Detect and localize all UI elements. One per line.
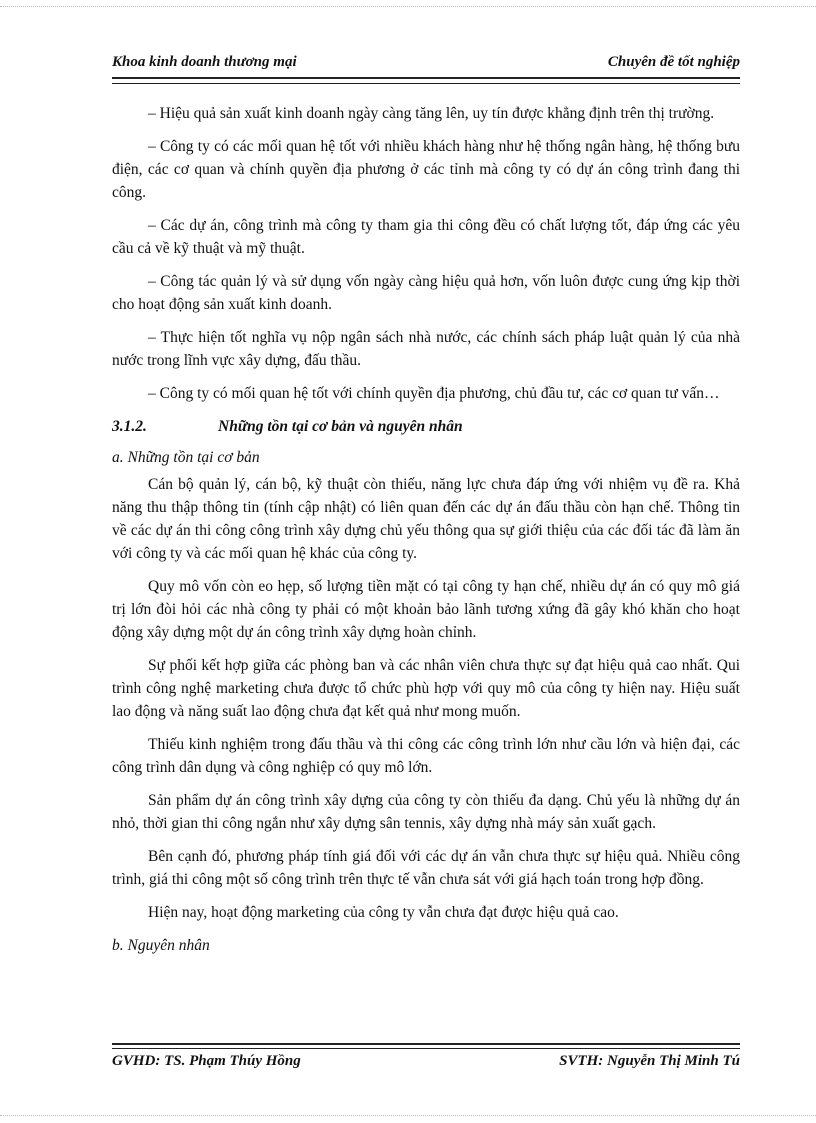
paragraph: – Hiệu quả sản xuất kinh doanh ngày càng tăng lên, uy tín được khẳng định trên thị trường.: [148, 105, 715, 122]
page-border-bottom: [0, 1115, 816, 1116]
paragraph: – Công ty có các mối quan hệ tốt với nhiều khách hàng như hệ thống ngân hàng, hệ thống bưu điện, các cơ quan và chính quyền địa phương ở các tỉnh mà công ty có dự án công trình đang thi công.: [112, 138, 740, 201]
paragraph: – Công ty có mối quan hệ tốt với chính quyền địa phương, chủ đầu tư, các cơ quan tư vấn…: [148, 385, 720, 402]
header-rule: [112, 77, 740, 84]
section-heading: [112, 415, 740, 438]
section-title: Những tồn tại cơ bản và nguyên nhân: [218, 418, 463, 435]
section-number: 3.1.2.: [112, 418, 147, 435]
paragraph: Bên cạnh đó, phương pháp tính giá đối với các dự án vẫn chưa thực sự hiệu quả. Nhiều công trình, giá thi công một số công trình trên thực tế vẫn chưa sát với giá hạch toán trong hợp đồng.: [112, 848, 740, 888]
paragraph: Sự phối kết hợp giữa các phòng ban và các nhân viên chưa thực sự đạt hiệu quả cao nhất. Qui trình công nghệ marketing chưa được tổ chức phù hợp với quy mô của công ty hiện nay. Hiệu suất lao động và năng suất lao động chưa đạt kết quả như mong muốn.: [112, 657, 740, 720]
paragraph: Quy mô vốn còn eo hẹp, số lượng tiền mặt có tại công ty hạn chế, nhiều dự án có quy mô giá trị lớn đòi hỏi các nhà công ty phải có một khoản bảo lãnh tương xứng đã gây khó khăn cho hoạt động xây dựng một dự án công trình xây dựng hoàn chỉnh.: [112, 578, 740, 641]
page-body: [112, 102, 740, 961]
paragraph: Hiện nay, hoạt động marketing của công ty vẫn chưa đạt được hiệu quả cao.: [148, 904, 619, 921]
paragraph: – Các dự án, công trình mà công ty tham gia thi công đều có chất lượng tốt, đáp ứng các yêu cầu cả về kỹ thuật và mỹ thuật.: [112, 217, 740, 257]
header-faculty: Khoa kinh doanh thương mại: [112, 54, 297, 70]
page-header: [112, 52, 740, 74]
footer-student: SVTH: Nguyễn Thị Minh Tú: [559, 1053, 740, 1069]
page-footer: [112, 1053, 740, 1075]
paragraph: – Thực hiện tốt nghĩa vụ nộp ngân sách nhà nước, các chính sách pháp luật quản lý của nhà nước trong lĩnh vực xây dựng, đấu thầu.: [112, 329, 740, 369]
subsection-heading-a: a. Những tồn tại cơ bản: [112, 449, 260, 466]
paragraph: Thiếu kinh nghiệm trong đấu thầu và thi công các công trình lớn như cầu lớn và hiện đại, các công trình dân dụng và công nghiệp có quy mô lớn.: [112, 736, 740, 776]
paragraph: Sản phẩm dự án công trình xây dựng của công ty còn thiếu đa dạng. Chủ yếu là những dự án nhỏ, thời gian thi công ngắn như xây dựng sân tennis, xây dựng nhà máy sản xuất gạch.: [112, 792, 740, 832]
footer-rule: [112, 1043, 740, 1049]
header-doc-type: Chuyên đề tốt nghiệp: [607, 54, 740, 70]
paragraph: Cán bộ quản lý, cán bộ, kỹ thuật còn thiếu, năng lực chưa đáp ứng với nhiệm vụ đề ra. Khả năng thu thập thông tin (tính cập nhật) có liên quan đến các dự án đấu thầu còn hạn chế. Thông tin về các dự án thi công công trình xây dựng chủ yếu thông qua sự giới thiệu của các đối tác đã làm ăn với công ty và các mối quan hệ khác của công ty.: [112, 476, 740, 562]
page-border-top: [0, 6, 816, 7]
footer-supervisor: GVHD: TS. Phạm Thúy Hồng: [112, 1053, 301, 1069]
paragraph: – Công tác quản lý và sử dụng vốn ngày càng hiệu quả hơn, vốn luôn được cung ứng kịp thời cho hoạt động sản xuất kinh doanh.: [112, 273, 740, 313]
subsection-heading-b: b. Nguyên nhân: [112, 937, 210, 954]
